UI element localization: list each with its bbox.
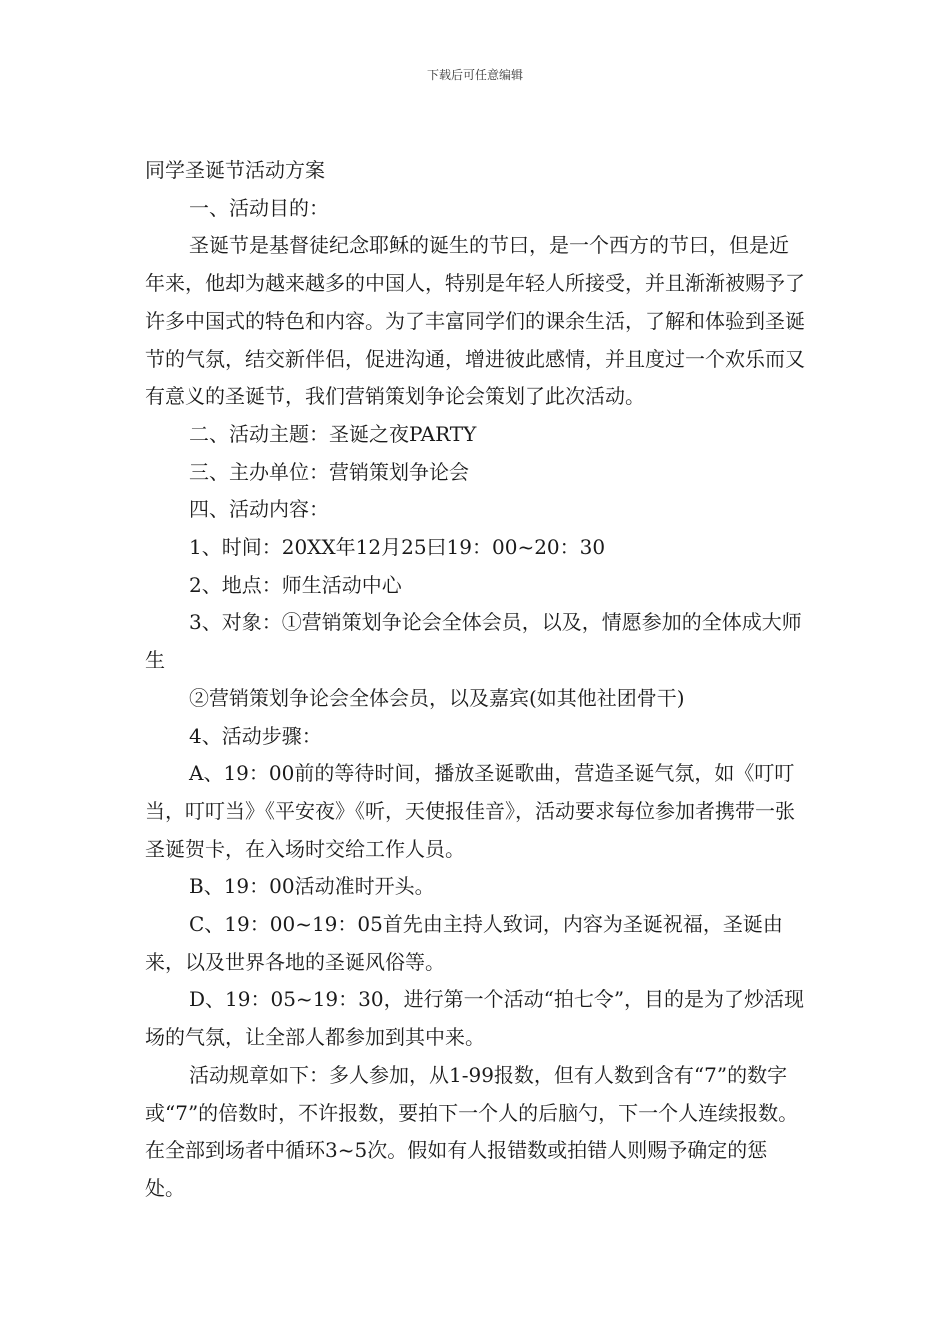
section-heading-purpose: 一、活动目的： [189,195,329,220]
list-item-time: 1、时间：20XX年12月25曰19：00~20：30 [189,535,606,560]
step-c: C、19：00~19：05首先由主持人致词，内容为圣诞祝福，圣诞由来，以及世界各地的圣诞风俗等。 [145,912,783,974]
step-b: B、19：00活动准时开头。 [189,874,435,899]
document-body [145,152,807,1208]
list-item-steps: 4、活动步骤： [189,723,322,748]
list-item-location: 2、地点：师生活动中心 [189,572,402,597]
step-d: D、19：05~19：30，进行第一个活动“拍七令”，目的是为了炒活现场的气氛，让全部人都参加到其中来。 [145,987,805,1050]
section-heading-content: 四、活动内容： [189,497,329,522]
step-a: A、19：00前的等待时间，播放圣诞歌曲，营造圣诞气氛，如《叮叮当，叮叮当》《平安夜》《听，天使报佳音》，活动要求每位参加者携带一张圣诞贺卡，在入场时交给工作人员。 [145,761,795,861]
paragraph-rules: 活动规章如下：多人参加，从1-99报数，但有人数到含有“7”的数字或“7”的倍数时，不许报数，要拍下一个人的后脑勺，下一个人连续报数。在全部到场者中循环3~5次。假如有人报错数或拍错人则赐予确定的惩处。 [145,1062,799,1200]
section-heading-organizer: 三、主办单位：营销策划争论会 [189,459,469,484]
list-item-audience: 3、对象：①营销策划争论会全体会员，以及，情愿参加的全体成大师生 [145,610,802,673]
page-header-note: 下载后可任意编辑 [426,68,523,82]
list-item-audience-2: ②营销策划争论会全体会员，以及嘉宾(如其他社团骨干) [189,685,685,710]
section-heading-theme: 二、活动主题：圣诞之夜PARTY [189,421,477,446]
paragraph-purpose: 圣诞节是基督徒纪念耶稣的诞生的节曰，是一个西方的节曰，但是近年来，他却为越来越多的中国人，特别是年轻人所接受，并且渐渐被赐予了许多中国式的特色和内容。为了丰富同学们的课余生活，了解和体验到圣诞节的气氛，结交新伴侣，促进沟通，增进彼此感情，并且度过一个欢乐而又有意义的圣诞节，我们营销策划争论会策划了此次活动。 [145,233,805,409]
document-title: 同学圣诞节活动方案 [145,158,325,182]
